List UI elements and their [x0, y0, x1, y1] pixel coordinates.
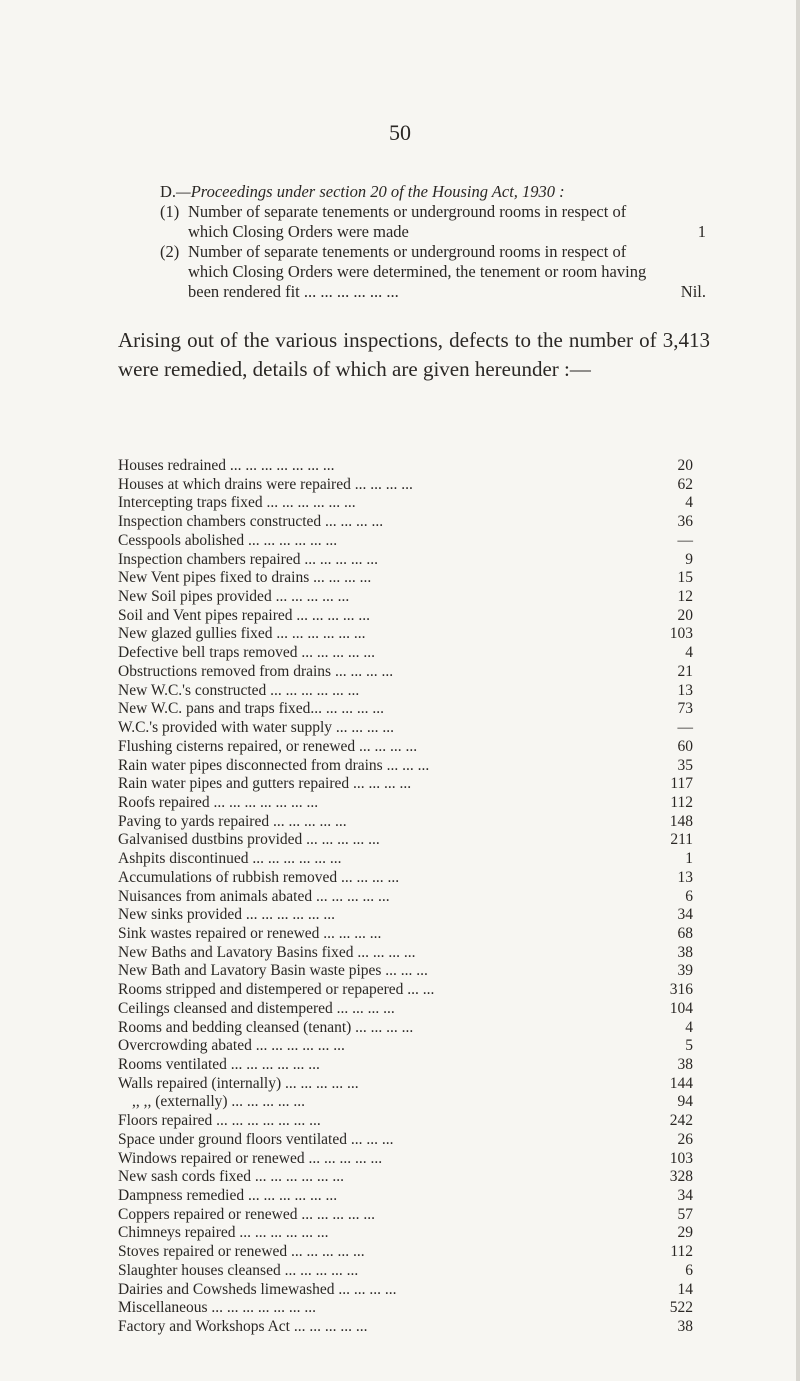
row-label: Floors repaired ... ... ... ... ... ... ...: [118, 1112, 321, 1130]
row-value: 38: [677, 943, 693, 961]
row-label: Dampness remedied ... ... ... ... ... ...: [118, 1187, 338, 1205]
section-item: [160, 242, 706, 302]
row-value: 103: [669, 625, 693, 643]
table-row: [118, 700, 693, 719]
row-label: New sinks provided ... ... ... ... ... ...: [118, 906, 335, 924]
row-value: 20: [677, 457, 693, 474]
row-label: Coppers repaired or renewed ... ... ... ... ...: [118, 1205, 375, 1223]
row-value: 20: [677, 606, 693, 624]
table-row: [118, 551, 693, 570]
row-label: New Bath and Lavatory Basin waste pipes ... ... ...: [118, 962, 428, 980]
row-label: Windows repaired or renewed ... ... ... ... ...: [118, 1149, 383, 1167]
row-value: 39: [677, 962, 693, 980]
defects-table: [118, 457, 693, 1337]
row-label: New Vent pipes fixed to drains ... ... ... ...: [118, 569, 372, 587]
row-value: 328: [669, 1168, 693, 1186]
row-label: Cesspools abolished ... ... ... ... ... ...: [118, 531, 338, 549]
table-row: [118, 944, 693, 963]
item-text: Number of separate tenements or underground rooms in respect of which Closing Orders were made: [188, 202, 627, 241]
row-value: 211: [670, 831, 693, 849]
row-label: New W.C.'s constructed ... ... ... ... ... ...: [118, 681, 360, 699]
table-row: [118, 757, 693, 776]
section-title: —Proceedings under section 20 of the Housing Act, 1930 :: [176, 182, 565, 201]
table-row: [118, 663, 693, 682]
table-row: [118, 738, 693, 757]
table-row: [118, 494, 693, 513]
table-row: [118, 1243, 693, 1262]
table-row: [118, 719, 693, 738]
table-row: [118, 981, 693, 1000]
table-row: [118, 1037, 693, 1056]
row-value: 242: [669, 1112, 693, 1130]
row-label: Factory and Workshops Act ... ... ... ... ...: [118, 1318, 368, 1336]
table-row: [118, 1281, 693, 1300]
row-value: 316: [669, 981, 693, 999]
table-row: [118, 607, 693, 626]
row-value: 117: [670, 775, 693, 793]
row-value: 35: [677, 756, 693, 774]
table-row: [118, 1075, 693, 1094]
row-label: Chimneys repaired ... ... ... ... ... ...: [118, 1224, 329, 1242]
page-edge: [796, 0, 800, 1381]
page-number: 50: [389, 120, 411, 145]
row-value: 522: [669, 1299, 693, 1317]
table-row: [118, 457, 693, 476]
table-row: [118, 1131, 693, 1150]
row-value: 13: [677, 868, 693, 886]
table-row: [118, 1150, 693, 1169]
row-value: 4: [685, 644, 693, 662]
row-label: Rooms ventilated ... ... ... ... ... ...: [118, 1056, 320, 1073]
row-label: New Baths and Lavatory Basins fixed ... ... ... ...: [118, 943, 416, 961]
table-row: [118, 775, 693, 794]
row-value: 6: [685, 1261, 693, 1279]
row-label: Ceilings cleansed and distempered ... ... ... ...: [118, 999, 395, 1017]
row-label: Flushing cisterns repaired, or renewed ... ... ... ...: [118, 737, 418, 755]
row-value: —: [677, 719, 693, 737]
row-value: 62: [677, 475, 693, 493]
table-row: [118, 1000, 693, 1019]
table-row: [118, 588, 693, 607]
section-prefix: D.: [160, 182, 177, 201]
item-value: 1: [697, 222, 706, 241]
row-label: Nuisances from animals abated ... ... ... ... ...: [118, 887, 390, 905]
row-label: W.C.'s provided with water supply ... ... ... ...: [118, 719, 395, 737]
row-label: New Soil pipes provided ... ... ... ... ...: [118, 588, 350, 606]
row-value: 94: [677, 1093, 693, 1111]
row-value: 6: [685, 887, 693, 905]
table-row: [118, 1187, 693, 1206]
item-text: Number of separate tenements or underground rooms in respect of which Closing Orders were determined, the tenement or room having been rendered fit ... ... ... ... ... ...: [188, 242, 647, 301]
row-label: ,, ,, (externally) ... ... ... ... ...: [132, 1093, 306, 1111]
row-label: Walls repaired (internally) ... ... ... ... ...: [118, 1074, 359, 1092]
row-value: 112: [670, 1243, 693, 1261]
table-row: [118, 1299, 693, 1318]
table-row: [118, 794, 693, 813]
row-value: 14: [677, 1280, 693, 1298]
table-row: [118, 869, 693, 888]
row-value: —: [677, 531, 693, 549]
table-row: [118, 888, 693, 907]
row-label: Slaughter houses cleansed ... ... ... ... ...: [118, 1261, 359, 1279]
row-value: 36: [677, 513, 693, 531]
row-value: 38: [677, 1318, 693, 1336]
table-row: [118, 532, 693, 551]
row-value: 13: [677, 681, 693, 699]
table-row: [118, 850, 693, 869]
table-row: [118, 1093, 693, 1112]
row-label: Obstructions removed from drains ... ... ... ...: [118, 662, 394, 680]
section-heading: [160, 182, 706, 202]
table-row: [118, 682, 693, 701]
table-row: [118, 813, 693, 832]
row-label: Rain water pipes and gutters repaired ... ... ... ...: [118, 775, 412, 793]
row-label: Intercepting traps fixed ... ... ... ... ... ...: [118, 494, 356, 512]
table-row: [118, 513, 693, 532]
row-value: 4: [685, 1018, 693, 1036]
row-label: Defective bell traps removed ... ... ... ... ...: [118, 644, 375, 662]
table-row: [118, 644, 693, 663]
row-label: Space under ground floors ventilated ... ... ...: [118, 1130, 394, 1148]
row-value: 29: [677, 1224, 693, 1242]
row-value: 68: [677, 924, 693, 942]
row-label: Rain water pipes disconnected from drains ... ... ...: [118, 756, 430, 774]
table-row: [118, 1168, 693, 1187]
table-row: [118, 1262, 693, 1281]
row-value: 144: [669, 1074, 693, 1092]
row-value: 104: [669, 999, 693, 1017]
table-row: [118, 1206, 693, 1225]
row-value: 38: [677, 1056, 693, 1073]
table-row: [118, 1112, 693, 1131]
row-label: Soil and Vent pipes repaired ... ... ... ... ...: [118, 606, 370, 624]
intro-paragraph: Arising out of the various inspections, defects to the number of 3,413 were remedied, details of which are given hereunder :—: [118, 328, 710, 381]
row-label: Miscellaneous ... ... ... ... ... ... ...: [118, 1299, 317, 1317]
row-label: Sink wastes repaired or renewed ... ... ... ...: [118, 924, 382, 942]
row-label: Ashpits discontinued ... ... ... ... ... ...: [118, 850, 342, 868]
row-value: 26: [677, 1130, 693, 1148]
row-label: Overcrowding abated ... ... ... ... ... ...: [118, 1037, 345, 1055]
row-value: 5: [685, 1037, 693, 1055]
row-value: 1: [685, 850, 693, 868]
row-label: New glazed gullies fixed ... ... ... ... ... ...: [118, 625, 366, 643]
row-value: 57: [677, 1205, 693, 1223]
row-value: 34: [677, 1187, 693, 1205]
table-row: [118, 906, 693, 925]
row-value: 112: [670, 793, 693, 811]
row-label: New sash cords fixed ... ... ... ... ... ...: [118, 1168, 345, 1186]
row-label: New W.C. pans and traps fixed... ... ... ... ...: [118, 700, 385, 718]
row-label: Dairies and Cowsheds limewashed ... ... ... ...: [118, 1280, 397, 1298]
row-label: Rooms stripped and distempered or repapered ... ...: [118, 981, 435, 999]
row-value: 9: [685, 550, 693, 568]
table-row: [118, 925, 693, 944]
row-value: 12: [677, 588, 693, 606]
row-label: Houses redrained ... ... ... ... ... ... ...: [118, 457, 335, 474]
row-value: 21: [677, 662, 693, 680]
row-label: Roofs repaired ... ... ... ... ... ... ...: [118, 793, 319, 811]
table-row: [118, 476, 693, 495]
section-d: [160, 182, 706, 302]
row-value: 15: [677, 569, 693, 587]
row-value: 4: [685, 494, 693, 512]
table-row: [118, 962, 693, 981]
row-value: 103: [669, 1149, 693, 1167]
row-label: Paving to yards repaired ... ... ... ... ...: [118, 812, 347, 830]
item-number: (2): [160, 242, 180, 261]
table-row: [118, 1019, 693, 1038]
row-label: Inspection chambers repaired ... ... ... ... ...: [118, 550, 378, 568]
row-label: Accumulations of rubbish removed ... ... ... ...: [118, 868, 400, 886]
row-label: Rooms and bedding cleansed (tenant) ... ... ... ...: [118, 1018, 414, 1036]
table-row: [118, 625, 693, 644]
table-row: [118, 569, 693, 588]
row-value: 73: [677, 700, 693, 718]
item-number: (1): [160, 202, 180, 221]
row-label: Galvanised dustbins provided ... ... ... ... ...: [118, 831, 380, 849]
table-row: [118, 1056, 693, 1075]
table-row: [118, 1224, 693, 1243]
row-label: Houses at which drains were repaired ... ... ... ...: [118, 475, 413, 493]
row-value: 60: [677, 737, 693, 755]
row-label: Inspection chambers constructed ... ... ... ...: [118, 513, 384, 531]
item-value: Nil.: [680, 282, 706, 301]
table-row: [118, 1318, 693, 1337]
row-value: 34: [677, 906, 693, 924]
section-item: [160, 202, 706, 242]
row-label: Stoves repaired or renewed ... ... ... ... ...: [118, 1243, 365, 1261]
table-row: [118, 831, 693, 850]
row-value: 148: [669, 812, 693, 830]
